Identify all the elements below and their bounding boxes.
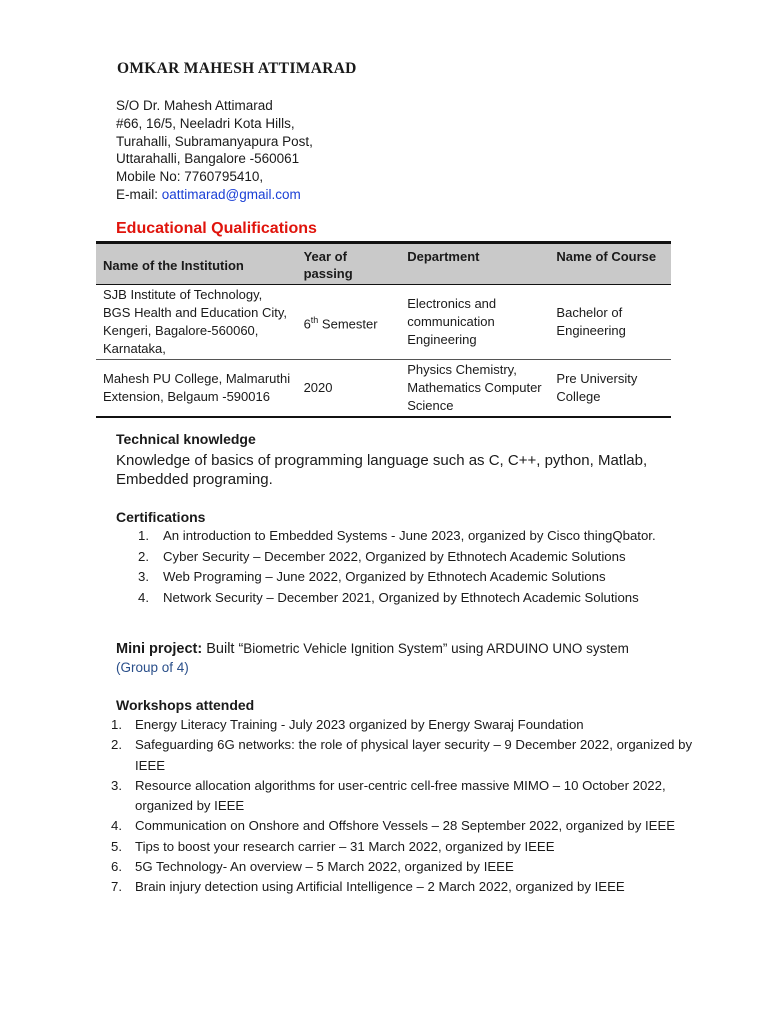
column-header: Name of Course bbox=[549, 243, 671, 285]
table-row bbox=[96, 285, 671, 360]
workshops-list bbox=[111, 715, 721, 898]
education-table bbox=[96, 241, 671, 418]
list-item: 4. Communication on Onshore and Offshore Vessels – 28 September 2022, organized by IEEE bbox=[111, 818, 676, 834]
email-link[interactable]: oattimarad@gmail.com bbox=[161, 186, 301, 202]
department-cell: Physics Chemistry, Mathematics Computer Science bbox=[400, 360, 549, 418]
certifications-list bbox=[138, 526, 656, 608]
year-cell: 6th Semester bbox=[297, 285, 401, 360]
course-cell: Bachelor of Engineering bbox=[549, 285, 671, 360]
list-item: 3. Web Programing – June 2022, Organized by Ethnotech Academic Solutions bbox=[138, 569, 606, 584]
mini-project: Mini project: Built “Biometric Vehicle Ignition System” using ARDUINO UNO system bbox=[116, 641, 629, 657]
institution-cell: SJB Institute of Technology, BGS Health and Education City, Kengeri, Bagalore-560060, Karnataka, bbox=[96, 285, 297, 360]
list-item: 7. Brain injury detection using Artificial Intelligence – 2 March 2022, organized by IEEE bbox=[111, 879, 625, 895]
list-item: 6. 5G Technology- An overview – 5 March 2022, organized by IEEE bbox=[111, 859, 514, 875]
email-line bbox=[116, 186, 313, 204]
column-header: Department bbox=[400, 243, 549, 285]
mobile-line: Mobile No: 7760795410, bbox=[116, 169, 264, 185]
technical-body: Knowledge of basics of programming language such as C, C++, python, Matlab, Embedded programing. bbox=[116, 452, 648, 488]
list-item: 4. Network Security – December 2021, Organized by Ethnotech Academic Solutions bbox=[138, 589, 639, 605]
year-cell: 2020 bbox=[297, 360, 401, 418]
candidate-name: OMKAR MAHESH ATTIMARAD bbox=[117, 60, 357, 77]
mini-project-text: Biometric Vehicle Ignition System” using ARDUINO UNO system bbox=[243, 641, 629, 656]
list-item: 2. Cyber Security – December 2022, Organized by Ethnotech Academic Solutions bbox=[138, 548, 626, 564]
education-heading: Educational Qualifications bbox=[116, 220, 317, 237]
contact-block bbox=[116, 97, 313, 204]
address-line: #66, 16/5, Neeladri Kota Hills, bbox=[116, 115, 295, 131]
table-row bbox=[96, 360, 671, 418]
table-header-row bbox=[96, 243, 671, 285]
address-line: S/O Dr. Mahesh Attimarad bbox=[116, 98, 273, 113]
workshops-heading: Workshops attended bbox=[116, 697, 255, 713]
column-header: Name of the Institution bbox=[96, 243, 297, 285]
email-label: E-mail: bbox=[116, 186, 162, 202]
technical-heading: Technical knowledge bbox=[116, 431, 256, 447]
course-cell: Pre University College bbox=[549, 360, 671, 418]
list-item: 3. Resource allocation algorithms for user-centric cell-free massive MIMO – 10 October 2022, organized by IEEE bbox=[111, 777, 666, 814]
list-item: 1. Energy Literacy Training - July 2023 organized by Energy Swaraj Foundation bbox=[111, 717, 584, 732]
certifications-heading: Certifications bbox=[116, 509, 206, 525]
department-cell: Electronics and communication Engineering bbox=[400, 285, 549, 360]
list-item: 2. Safeguarding 6G networks: the role of physical layer security – 9 December 2022, organized by IEEE bbox=[111, 737, 693, 773]
address-line: Turahalli, Subramanyapura Post, bbox=[116, 133, 313, 149]
mini-project-label: Mini project: bbox=[116, 641, 203, 657]
list-item: 5. Tips to boost your research carrier – 31 March 2022, organized by IEEE bbox=[111, 838, 555, 854]
institution-cell: Mahesh PU College, Malmaruthi Extension, Belgaum -590016 bbox=[96, 360, 297, 418]
address-line: Uttarahalli, Bangalore -560061 bbox=[116, 151, 300, 167]
group-size: (Group of 4) bbox=[116, 660, 189, 675]
column-header: Year of passing bbox=[297, 243, 401, 285]
list-item: 1. An introduction to Embedded Systems - June 2023, organized by Cisco thingQbator. bbox=[138, 528, 656, 543]
